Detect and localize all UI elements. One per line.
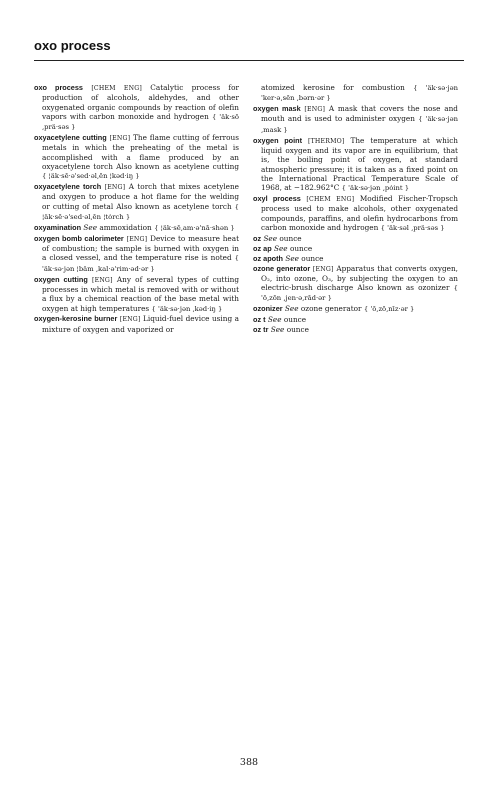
pronunciation: { 'äk·sə·jən ¦bäm ‚kal·ə'rim·əd·ər } (42, 254, 239, 273)
dictionary-entry (34, 83, 239, 132)
headword: oxygen bomb calorimeter (34, 233, 124, 243)
headword: oxyamination (34, 222, 82, 232)
right-column (253, 83, 458, 335)
pronunciation: { ¦äk·sē‚am·ə'nā·shən } (154, 223, 235, 232)
subject-tag: [CHEM ENG] (306, 196, 355, 204)
dictionary-entry (34, 182, 239, 222)
subject-tag: [ENG] (312, 265, 334, 273)
page-number: 388 (239, 757, 259, 768)
headword: oxygen mask (253, 104, 301, 114)
headword: oxo process (34, 83, 83, 92)
definition: Any of several types of cutting processes in which metal is removed with or without a flux by a chemical reaction of the base metal with oxygen at high temperatures (42, 274, 239, 313)
dictionary-entry (34, 234, 239, 274)
definition: Apparatus that converts oxygen, O₂, into ozone, O₃, by subjecting the oxygen to an electric-brush discharge Also known as ozonizer (261, 263, 458, 293)
see-reference: See (285, 253, 299, 263)
dictionary-entry (253, 315, 458, 324)
definition: The flame cutting of ferrous metals in which the preheating of the metal is accomplished with a flame produced by an oxyacetylene torch Also known as acetylene cutting (42, 133, 239, 171)
cross-reference: ounce (279, 233, 302, 243)
headword: oz apoth (253, 253, 283, 263)
dictionary-entry (253, 104, 458, 135)
dictionary-entry (34, 223, 239, 233)
subject-tag: [ENG] (119, 316, 141, 324)
dictionary-entry (253, 244, 458, 253)
dictionary-entry (253, 136, 458, 194)
see-reference: See (83, 222, 98, 232)
dictionary-entry (253, 325, 458, 334)
dictionary-entry (253, 254, 458, 263)
cross-reference: ammoxidation (99, 222, 152, 232)
dictionary-entry (253, 304, 458, 314)
pronunciation: { 'äk·sə·jən ‚mask } (261, 115, 458, 134)
cross-reference: ounce (286, 325, 309, 335)
pronunciation: { 'äk·sə·jən ‚kəd·iŋ } (151, 304, 223, 313)
subject-tag: [THERMO] (307, 137, 345, 145)
pronunciation: { 'äk·sə·jən ‚pȯint } (341, 184, 410, 193)
headword: oz t (253, 315, 266, 325)
cross-reference: ounce (283, 315, 307, 325)
headword: oz ap (253, 243, 272, 253)
dictionary-entry (34, 133, 239, 181)
definition: atomized kerosine for combustion (261, 83, 405, 92)
pronunciation: { ¦äk·sē·ə'sed·əl‚ēn ¦kəd·iŋ } (42, 172, 140, 181)
headword: oxyl process (253, 194, 301, 204)
subject-tag: [ENG] (304, 106, 326, 114)
headword: ozonizer (253, 304, 283, 314)
pronunciation: { 'äk·səl ‚prä·səs } (380, 223, 445, 232)
see-reference: See (263, 233, 278, 243)
left-column (34, 83, 239, 336)
pronunciation: { 'äk·sə·jən 'ker·ə‚sēn ‚bərn·ər } (261, 84, 458, 103)
dictionary-entry (253, 234, 458, 243)
subject-tag: [ENG] (126, 235, 148, 243)
headword: oxygen point (253, 135, 303, 145)
headword: oz tr (253, 325, 269, 335)
see-reference: See (273, 243, 288, 253)
headword: oxyacetylene torch (34, 182, 102, 192)
subject-tag: [ENG] (104, 184, 126, 192)
headword: oxygen-kerosine burner (34, 314, 118, 324)
definition: Modified Fischer-Tropsch process used to make alcohols, other oxygenated compounds, paraffins, and olefin hydrocarbons from carbon monoxide and hydrogen (261, 194, 458, 232)
see-reference: See (270, 325, 285, 335)
see-reference: See (284, 304, 299, 314)
dictionary-entry (253, 194, 458, 233)
cross-reference: ounce (289, 243, 313, 253)
subject-tag: [CHEM ENG] (91, 85, 142, 92)
pronunciation: { ¦äk·sē·ə'sed·əl‚ēn ¦tȯrch } (42, 202, 239, 222)
cross-reference: ounce (301, 253, 324, 263)
running-head: oxo process (34, 38, 111, 53)
definition: Catalytic process for production of alcohols, aldehydes, and other oxygenated organic compounds by reaction of olefin vapors with carbon monoxide and hydrogen (42, 83, 239, 121)
headword: ozone generator (253, 263, 311, 273)
headword: oxyacetylene cutting (34, 133, 107, 143)
see-reference: See (267, 315, 282, 325)
dictionary-entry (34, 314, 239, 335)
headword: oxygen cutting (34, 274, 88, 284)
subject-tag: [ENG] (91, 276, 113, 284)
definition: Device to measure heat of combustion; the sample is burned with oxygen in a closed vessel, and the temperature rise is noted (42, 233, 240, 263)
dictionary-entry (253, 264, 458, 304)
definition: Liquid-fuel device using a mixture of oxygen and vaporized or (42, 314, 239, 334)
cross-reference: ozone generator (300, 304, 362, 314)
pronunciation: { 'ō‚zō‚nīz·ər } (363, 305, 415, 314)
definition: A torch that mixes acetylene and oxygen to produce a hot flame for the welding or cutting of metal Also known as acetylene torch (42, 182, 239, 211)
definition: A mask that covers the nose and mouth and is used to administer oxygen (261, 104, 458, 124)
dictionary-entry (34, 275, 239, 314)
pronunciation: { 'ō‚zōn ‚jen·ə‚rād·ər } (261, 284, 458, 303)
dictionary-entry-continued (253, 83, 458, 104)
subject-tag: [ENG] (109, 135, 131, 143)
pronunciation: { 'äk·sō ‚prä·səs } (42, 112, 239, 132)
headword: oz (253, 233, 262, 243)
definition: The temperature at which liquid oxygen and its vapor are in equilibrium, that is, the boiling point of oxygen, at standard atmospheric pressure; it is taken as a fixed point on the International Practical Temperature Scale of 1968, at −182.962°C (261, 135, 458, 193)
header-rule (34, 60, 464, 61)
